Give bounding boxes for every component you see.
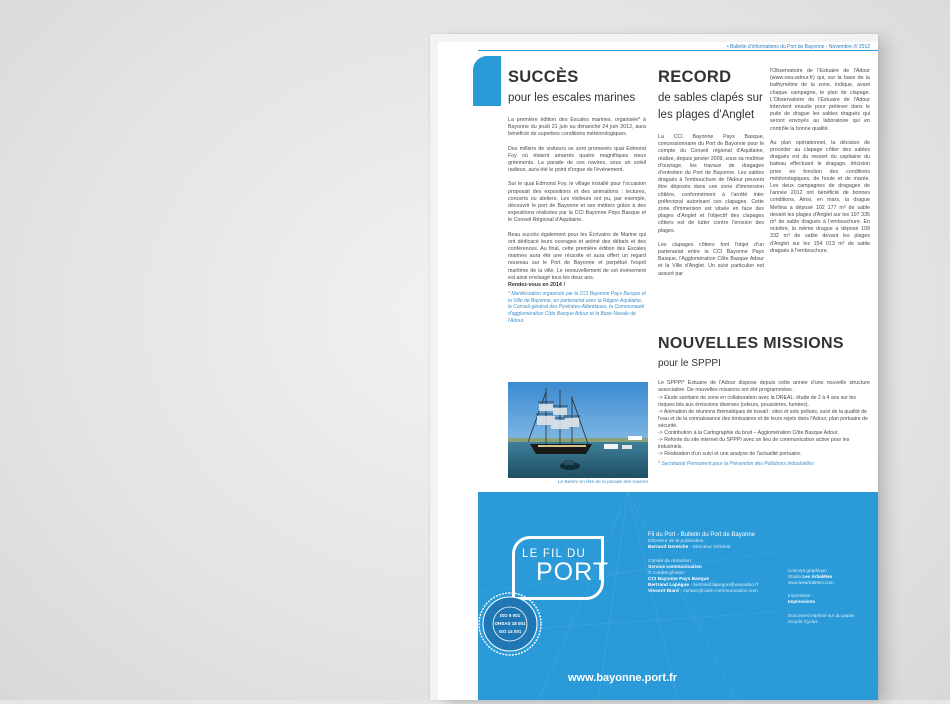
- paragraph: Au plan opérationnel, la décision de procéder au clapage côtier des sables dragués est du ressort du capitaine du bateau effectuant le dragage, décision prise en fonction des conditions météorologiques, de houle et de marée. Les deux campagnes de dragages de l'année 2012 ont bénéficié de bonnes conditions. Ainsi, en mars, la drague Mellina a déposé 102 177 m³ de sable devant les plages d'Anglet sur les 197 335 m³ de sable dragués à l'embouchure. En octobre, la même drague a déposé 109 332 m³ de sable devant les plages d'Anglet sur les 154 013 m³ de sable dragués à l'embouchure.: [770, 139, 870, 254]
- sailing-ship-image: [508, 382, 648, 478]
- credits-label: © Crédits photos :: [648, 571, 687, 576]
- design-line: Studio Les Arbalètes: [788, 573, 833, 579]
- committee-value: Service communication: [648, 565, 702, 570]
- section-subtitle: pour le SPPPI: [658, 358, 721, 369]
- column-record: [658, 68, 764, 285]
- logo-text-main: PORT: [536, 558, 609, 586]
- section-title: NOUVELLES MISSIONS: [658, 335, 844, 352]
- section-title: SUCCÈS: [508, 68, 579, 86]
- production-info: [788, 568, 868, 625]
- paragraph: Des milliers de visiteurs se sont promenés quai Edmond Foy où étaient amarrés quatre magnifiques vieux gréements. La parade de ces navires, sous un soleil radieux, aura été le point d'orgue de l'évènement.: [508, 145, 646, 174]
- design-url: www.lesarbaletes.com: [788, 579, 834, 585]
- mission-list: [658, 395, 870, 458]
- belem-photo: [508, 382, 648, 478]
- closing-line: Rendez-vous en 2014 !: [508, 282, 566, 289]
- credits-cci: CCI Bayonne Pays Basque: [648, 577, 710, 582]
- committee-label: Comité de rédaction :: [648, 559, 694, 564]
- running-header: • Bulletin d'informations du Port de Bayonne - Novembre /// 2012: [726, 44, 870, 50]
- section-subtitle: de sables clapés sur les plages d'Anglet: [658, 92, 763, 121]
- director-line: Bernard Deretche - Directeur Général: [648, 545, 731, 550]
- photo-caption: Le Belem en tête de la parade des navires: [557, 480, 648, 485]
- publication-title: Fil du Port - Bulletin du Port de Bayonne: [648, 532, 756, 538]
- paragraph: Le SPPPI* Estuaire de l'Adour dispose depuis cette année d'une nouvelle structure associative. De nouvelles missions ont été programmées :: [658, 380, 870, 394]
- credit-contact: Bertrand Lapègue - bertrand.lapegue@wanadoo.fr: [648, 583, 759, 588]
- badge-line: ISO 9 001: [499, 613, 521, 618]
- column-record-continued: [770, 68, 870, 262]
- director-label: Directeur de la publication :: [648, 539, 707, 544]
- print-value: Impressions: [788, 599, 816, 605]
- paragraph: La CCI Bayonne Pays Basque, concessionnaire du Port de Bayonne pour le compte du Conseil régional d'Aquitaine, réalise, depuis janvier 2009, sous sa maîtrise d'ouvrage, les travaux de dragages d'entretien du Port de Bayonne. Les sables dragués à l'embouchure de l'Adour peuvent être déposés dans une zone d'immersion côtière, conformément à l'arrêté inter préfectoral autorisant ces clapages. Cette zone d'immersion est située en face des plages d'Anglet et l'objectif des clapages côtiers est de lutter contre l'érosion des plages.: [658, 134, 764, 234]
- footnote: * Manifestation organisée par la CCI Bayonne Pays Basque et la Ville de Bayonne, en partenariat avec la Région Aquitaine, le Conseil général des Pyrénées-Atlantiques, la Communauté d'agglomération Côte Basque Adour et la Base Navale de l'Adour.: [508, 291, 646, 324]
- blue-corner-tab: [473, 56, 501, 106]
- section-title: RECORD: [658, 68, 732, 86]
- badge-line: OHSAS 18 001: [494, 621, 526, 626]
- paragraph: Beau succès également pour les Écrivains de Marine qui ont dédicacé leurs ouvrages et animé des débats et des conférences. Au final, cette première édition des Escales marines aura été une réussite et aura offert un regard nouveau sur le Port de Bayonne et perpétué l'esprit maritime de la ville. Le renouvellement de cet événement est ainsi envisagé tous les deux ans.: [508, 231, 646, 281]
- paragraph: Sur le quai Edmond Foy, le village installé pour l'occasion proposait des expositions et des animations : lectures, concerts ou ateliers. Les visiteurs ont pu, par exemple, découvrir le port de Bayonne et ses métiers grâce à des expositions réalisées par la CCI Bayonne Pays Basque et le Conseil Régional d'Aquitaine.: [508, 181, 646, 224]
- paragraph: l'Observatoire de l'Estuaire de l'Adour (www.oea-adour.fr) qui, sur la base de la bathymétrie de la zone, indique, avant chaque campagne, le plan de clapage. L'Observatoire de l'Estuaire de l'Adour intervient ensuite pour prélever dans le puits de drague les sables dragués qui seront envoyés au laboratoire qui en contrôle la bonne qualité.: [770, 68, 870, 132]
- certification-badge: [478, 592, 542, 656]
- list-item: -> Contribution à la Cartographie du bruit – Agglomération Côte Basque Adour.: [658, 430, 839, 437]
- list-item: -> Animation de réunions thématiques de travail : sites et sols pollués, suivi de la qualité de l'eau et de la connaissance des émissaires et de leurs rejets dans l'Adour, plan portuaire de sécurité.: [658, 409, 868, 430]
- header-rule: [478, 50, 878, 51]
- footer-content: [478, 492, 878, 700]
- list-item: -> Réalisation d'un suivi et une analyse de l'actualité portuaire.: [658, 451, 802, 458]
- logo-text-top: LE FIL DU: [522, 548, 587, 560]
- credit-contact: Vincent Biard - contact@caim-communication.com: [648, 589, 758, 594]
- paragraph: Les clapages côtiers font l'objet d'un partenariat entre la CCI Bayonne Pays Basque, l'Agglomération Côte Basque Adour et la Ville d'Anglet. Un suivi particulier est assuré par: [658, 241, 764, 277]
- column-succes: [508, 68, 646, 324]
- website-url[interactable]: www.bayonne.port.fr: [568, 672, 677, 684]
- list-item: -> Étude sanitaire de zone en collaboration avec la DREAL: étude de 2 à 4 ans sur les risques liés aux émissions diverses (odeurs, poussières, fumées).: [658, 395, 856, 409]
- badge-line: ISO 14 001: [498, 629, 522, 634]
- footnote: * Secrétariat Permanent pour la Prévention des Pollutions Industrielles: [658, 461, 814, 468]
- paragraph: La première édition des Escales marines, organisée* à Bayonne du jeudi 21 juin au dimanche 24 juin 2012, aura bénéficié de superbes conditions météorologiques.: [508, 117, 646, 138]
- section-missions: [658, 335, 870, 467]
- publication-info: [648, 532, 798, 595]
- paper-note: Document imprimé sur du papier recyclé Cyclus: [788, 612, 855, 624]
- list-item: -> Refonte du site internet du SPPPI avec un lieu de communication active pour les industriels.: [658, 437, 850, 451]
- design-label: Concept graphique :: [788, 568, 830, 573]
- section-subtitle: pour les escales marines: [508, 92, 636, 104]
- print-label: Impression :: [788, 593, 814, 599]
